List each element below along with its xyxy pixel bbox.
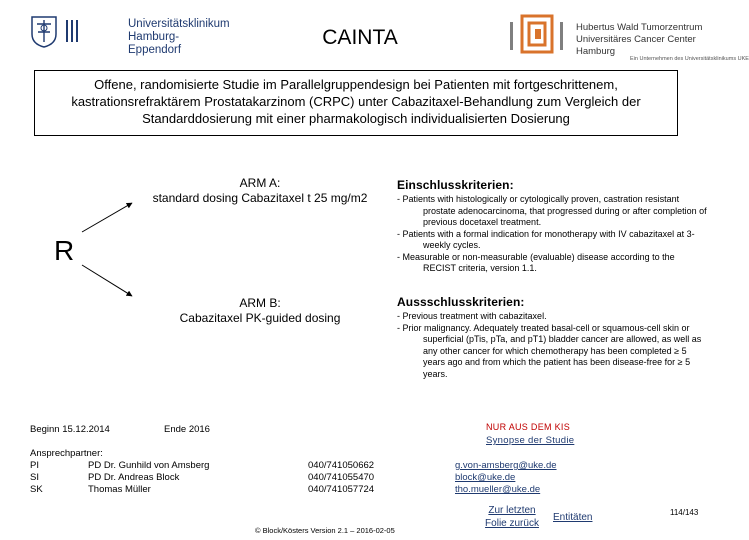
contact-name: PD Dr. Gunhild von Amsberg [88,460,210,471]
contact-phone: 040/741057724 [308,484,375,495]
arrow-to-arm-a [82,203,132,232]
contact-name: PD Dr. Andreas Block [88,472,180,483]
contact-row [30,484,458,496]
uke-logo-line1: Universitätsklinikum [128,18,230,30]
contact-emails [455,460,557,496]
hw-logo-line2: Universitäres Cancer Center Hamburg [576,34,696,57]
study-line-3: Standarddosierung mit einer pharmakologisch individualisierten Dosierung [142,111,570,126]
contact-row [30,472,458,484]
hw-logo-line1: Hubertus Wald Tumorzentrum [576,22,703,33]
exclusion-heading: Aussschlusskriterien: [397,295,525,309]
exclusion-list [397,311,707,380]
contact-name: Thomas Müller [88,484,151,495]
contacts-table [30,460,458,496]
contact-phone: 040/741050662 [308,460,375,471]
inclusion-criteria [397,178,707,275]
study-begin: Beginn 15.12.2014 [30,424,110,435]
randomization-label: R [54,235,75,266]
previous-slide-line2: Folie zurück [485,518,539,529]
entities-link[interactable]: Entitäten [553,512,593,523]
arm-a-title: ARM A: [239,176,281,190]
contact-role: SI [30,472,39,483]
contact-email-link[interactable]: tho.mueller@uke.de [455,484,541,495]
arm-b-title: ARM B: [239,296,281,310]
uke-logo-line2: Hamburg-Eppendorf [128,31,182,56]
inclusion-item: - Measurable or non-measurable (evaluable) disease according to the RECIST criteria, version 1.1. [397,251,675,273]
inclusion-heading: Einschlusskriterien: [397,178,514,192]
kis-only-note: NUR AUS DEM KIS [486,422,571,432]
arm-a-description: standard dosing Cabazitaxel t 25 mg/m2 [152,191,368,205]
inclusion-item: - Patients with a formal indication for monotherapy with IV cabazitaxel at 3-weekly cycles. [397,228,695,250]
exclusion-item: - Prior malignancy. Adequately treated basal-cell or squamous-cell skin or superficial (pTis, pTa, and pT1) bladder cancer are allowed, as well as any other cancer for which chemotherapy has been completed ≥ 5 years ago and from which the patient has been disease-free for ≥ 5 years. [397,322,702,379]
exclusion-item: - Previous treatment with cabazitaxel. [397,311,547,321]
contact-role: PI [30,460,39,471]
page-title: CAINTA [322,26,398,49]
study-end: Ende 2016 [164,424,210,435]
contact-email-link[interactable]: block@uke.de [455,472,516,483]
study-line-1: Offene, randomisierte Studie im Parallelgruppendesign bei Patienten mit fortgeschrittenem, [94,77,618,92]
copyright-notice: © Block/Kösters Version 2.1 – 2016-02-05 [255,526,395,535]
contacts-heading: Ansprechpartner: [30,448,103,459]
contact-row [30,460,458,472]
arrow-to-arm-b [82,265,132,296]
previous-slide-link[interactable] [479,504,545,530]
contact-email-link[interactable]: g.von-amsberg@uke.de [455,460,557,471]
contact-role: SK [30,484,43,495]
inclusion-list [397,194,707,275]
previous-slide-line1: Zur letzten [488,505,536,516]
page-number: 114/143 [670,508,699,517]
study-line-2: kastrationsrefraktärem Prostatakarzinom (CRPC) unter Cabazitaxel-Behandlung zum Vergleich der [71,94,641,109]
exclusion-criteria [397,295,707,380]
arm-b [150,296,370,326]
arm-a [150,176,370,206]
inclusion-item: - Patients with histologically or cytologically proven, castration resistant prostate adenocarcinoma, that progressed during or after completion of previous docetaxel treatment. [397,194,707,227]
contact-phone: 040/741055470 [308,472,375,483]
synopsis-link[interactable]: Synopse der Studie [486,435,575,446]
hw-logo-tagline: Ein Unternehmen des Universitätsklinikums UKE [630,56,749,62]
arm-b-description: Cabazitaxel PK-guided dosing [179,311,341,325]
